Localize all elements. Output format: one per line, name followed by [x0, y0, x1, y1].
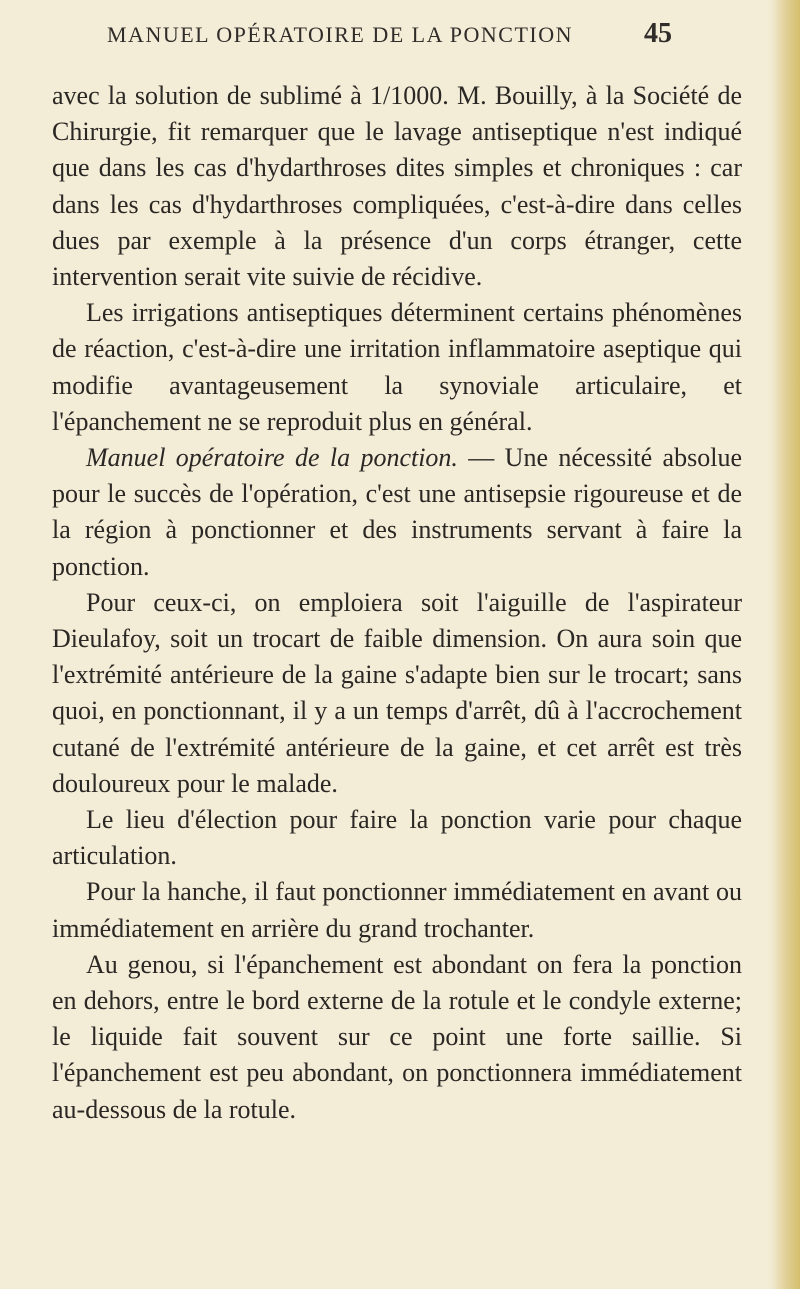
- paragraph-3: [52, 440, 742, 585]
- body-text: [52, 78, 742, 1128]
- paragraph-3-text: — Une nécessité absolue pour le succès de l'opération, c'est une antisepsie rigoureuse et de la région à ponctionner et des instruments servant à faire la ponction.: [52, 443, 742, 581]
- paragraph-7: Au genou, si l'épanchement est abondant on fera la ponction en dehors, entre le bord externe de la rotule et le condyle externe; le liquide fait souvent sur ce point une forte saillie. Si l'épanchement est peu abondant, on ponctionnera immédiatement au-dessous de la rotule.: [52, 949, 742, 1124]
- running-title: MANUEL OPÉRATOIRE DE LA PONCTION: [107, 22, 573, 47]
- page-edge-shading: [772, 0, 800, 1289]
- paragraph-5: Le lieu d'élection pour faire la ponction varie pour chaque articulation.: [52, 805, 742, 871]
- paragraph-2: Les irrigations antiseptiques déterminent certains phénomènes de réaction, c'est-à-dire une irritation inflammatoire aseptique qui modifie avantageusement la synoviale articulaire, et l'épanchement ne se reproduit plus en général.: [52, 298, 742, 436]
- paragraph-1: avec la solution de sublimé à 1/1000. M. Bouilly, à la Société de Chirurgie, fit remarquer que le lavage antiseptique n'est indiqué que dans les cas d'hydarthroses dites simples et chroniques : car dans les cas d'hydarthroses compliquées, c'est-à-dire dans celles dues par exemple à la présence d'un corps étranger, cette intervention serait vite suivie de récidive.: [52, 81, 742, 292]
- paragraph-4: Pour ceux-ci, on emploiera soit l'aiguille de l'aspirateur Dieulafoy, soit un trocart de faible dimension. On aura soin que l'extrémité antérieure de la gaine s'adapte bien sur le trocart; sans quoi, en ponctionnant, il y a un temps d'arrêt, dû à l'accrochement cutané de l'extrémité antérieure de la gaine, et cet arrêt est très douloureux pour le malade.: [52, 587, 742, 798]
- section-title: Manuel opératoire de la ponction.: [86, 443, 458, 473]
- page-number: 45: [644, 18, 672, 49]
- paragraph-6: Pour la hanche, il faut ponctionner immédiatement en avant ou immédiatement en arrière du grand trochanter.: [52, 877, 742, 943]
